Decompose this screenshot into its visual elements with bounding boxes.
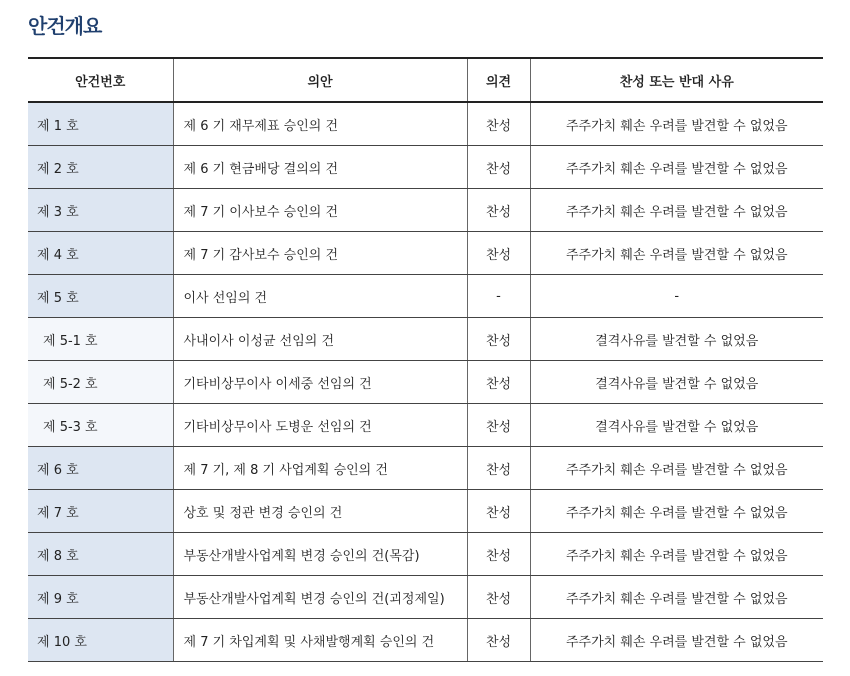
table-row bbox=[28, 275, 823, 318]
reason-cell: 주주가치 훼손 우려를 발견할 수 없었음 bbox=[530, 102, 823, 146]
table-row bbox=[28, 102, 823, 146]
reason-cell: 결격사유를 발견할 수 없었음 bbox=[530, 404, 823, 447]
table-row bbox=[28, 576, 823, 619]
agenda-cell: 기타비상무이사 도병운 선임의 건 bbox=[173, 404, 467, 447]
reason-cell: 주주가치 훼손 우려를 발견할 수 없었음 bbox=[530, 232, 823, 275]
table-row bbox=[28, 619, 823, 662]
reason-cell: - bbox=[530, 275, 823, 318]
agenda-number-cell: 제 1 호 bbox=[28, 102, 173, 146]
agenda-cell: 기타비상무이사 이세중 선임의 건 bbox=[173, 361, 467, 404]
agenda-number-cell: 제 3 호 bbox=[28, 189, 173, 232]
opinion-cell: 찬성 bbox=[467, 318, 530, 361]
agenda-number-cell: 제 6 호 bbox=[28, 447, 173, 490]
opinion-cell: 찬성 bbox=[467, 146, 530, 189]
section-title: 안건개요 bbox=[28, 14, 102, 38]
opinion-cell: 찬성 bbox=[467, 533, 530, 576]
agenda-number-cell: 제 4 호 bbox=[28, 232, 173, 275]
reason-cell: 결격사유를 발견할 수 없었음 bbox=[530, 318, 823, 361]
opinion-cell: 찬성 bbox=[467, 102, 530, 146]
agenda-cell: 제 7 기 감사보수 승인의 건 bbox=[173, 232, 467, 275]
opinion-cell: 찬성 bbox=[467, 232, 530, 275]
reason-cell: 주주가치 훼손 우려를 발견할 수 없었음 bbox=[530, 447, 823, 490]
agenda-number-cell: 제 5-3 호 bbox=[28, 404, 173, 447]
table-row bbox=[28, 189, 823, 232]
reason-cell: 주주가치 훼손 우려를 발견할 수 없었음 bbox=[530, 490, 823, 533]
agenda-cell: 제 7 기 차입계획 및 사채발행계획 승인의 건 bbox=[173, 619, 467, 662]
table-row bbox=[28, 318, 823, 361]
opinion-cell: 찬성 bbox=[467, 490, 530, 533]
agenda-number-cell: 제 2 호 bbox=[28, 146, 173, 189]
header-agenda-number: 안건번호 bbox=[28, 58, 173, 102]
reason-cell: 결격사유를 발견할 수 없었음 bbox=[530, 361, 823, 404]
opinion-cell: 찬성 bbox=[467, 189, 530, 232]
agenda-cell: 부동산개발사업계획 변경 승인의 건(괴정제일) bbox=[173, 576, 467, 619]
agenda-cell: 제 6 기 현금배당 결의의 건 bbox=[173, 146, 467, 189]
reason-cell: 주주가치 훼손 우려를 발견할 수 없었음 bbox=[530, 189, 823, 232]
opinion-cell: 찬성 bbox=[467, 361, 530, 404]
table-row bbox=[28, 361, 823, 404]
header-opinion: 의견 bbox=[467, 58, 530, 102]
header-agenda: 의안 bbox=[173, 58, 467, 102]
agenda-table bbox=[28, 57, 823, 662]
agenda-number-cell: 제 5-1 호 bbox=[28, 318, 173, 361]
opinion-cell: 찬성 bbox=[467, 447, 530, 490]
agenda-number-cell: 제 9 호 bbox=[28, 576, 173, 619]
agenda-number-cell: 제 8 호 bbox=[28, 533, 173, 576]
table-row bbox=[28, 447, 823, 490]
agenda-cell: 사내이사 이성균 선임의 건 bbox=[173, 318, 467, 361]
table-header-row bbox=[28, 58, 823, 102]
agenda-cell: 제 7 기 이사보수 승인의 건 bbox=[173, 189, 467, 232]
reason-cell: 주주가치 훼손 우려를 발견할 수 없었음 bbox=[530, 619, 823, 662]
agenda-cell: 제 7 기, 제 8 기 사업계획 승인의 건 bbox=[173, 447, 467, 490]
table-row bbox=[28, 404, 823, 447]
agenda-cell: 상호 및 정관 변경 승인의 건 bbox=[173, 490, 467, 533]
agenda-number-cell: 제 5-2 호 bbox=[28, 361, 173, 404]
opinion-cell: 찬성 bbox=[467, 619, 530, 662]
agenda-number-cell: 제 5 호 bbox=[28, 275, 173, 318]
table-row bbox=[28, 490, 823, 533]
agenda-cell: 이사 선임의 건 bbox=[173, 275, 467, 318]
table-row bbox=[28, 146, 823, 189]
reason-cell: 주주가치 훼손 우려를 발견할 수 없었음 bbox=[530, 576, 823, 619]
table-row bbox=[28, 232, 823, 275]
agenda-number-cell: 제 10 호 bbox=[28, 619, 173, 662]
opinion-cell: - bbox=[467, 275, 530, 318]
opinion-cell: 찬성 bbox=[467, 576, 530, 619]
table-row bbox=[28, 533, 823, 576]
opinion-cell: 찬성 bbox=[467, 404, 530, 447]
reason-cell: 주주가치 훼손 우려를 발견할 수 없었음 bbox=[530, 146, 823, 189]
header-reason: 찬성 또는 반대 사유 bbox=[530, 58, 823, 102]
agenda-number-cell: 제 7 호 bbox=[28, 490, 173, 533]
agenda-cell: 제 6 기 재무제표 승인의 건 bbox=[173, 102, 467, 146]
reason-cell: 주주가치 훼손 우려를 발견할 수 없었음 bbox=[530, 533, 823, 576]
agenda-cell: 부동산개발사업계획 변경 승인의 건(목감) bbox=[173, 533, 467, 576]
